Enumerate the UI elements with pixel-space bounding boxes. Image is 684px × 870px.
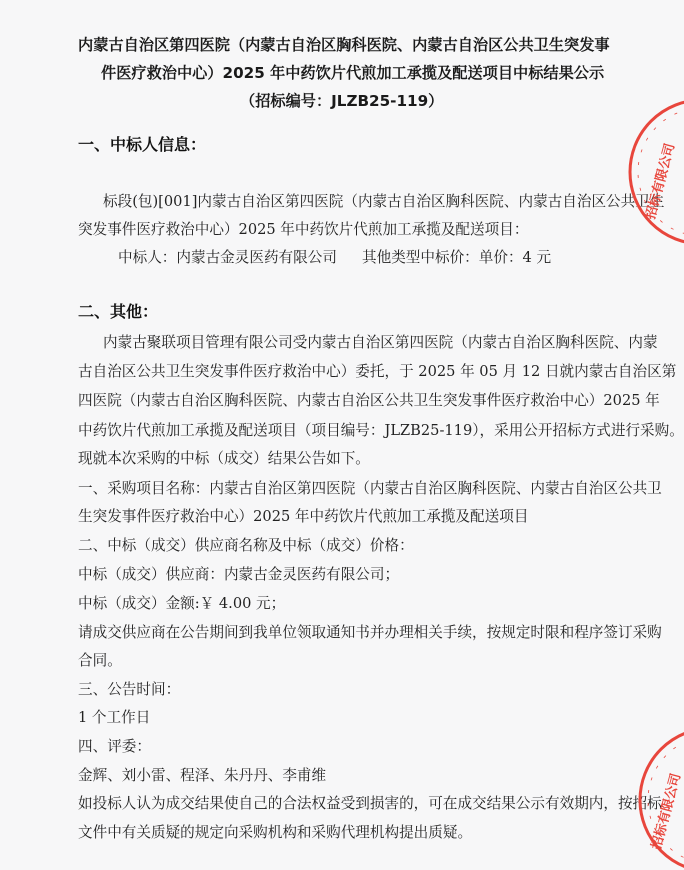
body-line: 一、采购项目名称：内蒙古自治区第四医院（内蒙古自治区胸科医院、内蒙古自治区公共卫 — [78, 480, 662, 497]
body-line: 金辉、刘小雷、程泽、朱丹丹、李甫维 — [78, 767, 327, 784]
lot-line-2: 突发事件医疗救治中心）2025 年中药饮片代煎加工承揽及配送项目： — [78, 221, 529, 238]
svg-text:招标有限公司: 招标有限公司 — [643, 141, 679, 222]
body-line: 四医院（内蒙古自治区胸科医院、内蒙古自治区公共卫生突发事件医疗救治中心）2025 年 — [78, 392, 660, 409]
body-line: 内蒙古聚联项目管理有限公司受内蒙古自治区第四医院（内蒙古自治区胸科医院、内蒙 — [103, 334, 658, 351]
section-heading-winner-info: 一、中标人信息： — [78, 135, 207, 154]
company-seal-top — [590, 70, 680, 270]
body-line: 二、中标（成交）供应商名称及中标（成交）价格： — [78, 537, 414, 554]
svg-text:招标有限公司: 招标有限公司 — [649, 771, 684, 852]
body-line: 如投标人认为成交结果使自己的合法权益受到损害的，可在成交结果公示有效期内，按招标 — [78, 795, 662, 812]
winning-price: 其他类型中标价：单价：4 元 — [362, 249, 552, 266]
title-line-3: （招标编号：JLZB25-119） — [240, 92, 444, 110]
winner-name: 中标人：内蒙古金灵医药有限公司 — [118, 249, 337, 266]
section-heading-other: 二、其他： — [78, 302, 159, 321]
body-line: 中标（成交）金额:￥ 4.00 元； — [78, 595, 286, 612]
title-line-1: 内蒙古自治区第四医院（内蒙古自治区胸科医院、内蒙古自治区公共卫生突发事 — [78, 36, 610, 54]
body-line: 三、公告时间： — [78, 681, 181, 698]
body-line: 古自治区公共卫生突发事件医疗救治中心）委托，于 2025 年 05 月 12 日就内蒙古自治区第 — [78, 363, 677, 380]
body-line: 中标（成交）供应商：内蒙古金灵医药有限公司； — [78, 566, 400, 583]
body-line: 合同。 — [78, 652, 122, 669]
body-line: 现就本次采购的中标（成交）结果公告如下。 — [78, 450, 370, 467]
body-line: 四、评委： — [78, 738, 151, 755]
lot-line-1: 标段(包)[001]内蒙古自治区第四医院（内蒙古自治区胸科医院、内蒙古自治区公共卫生 — [103, 193, 665, 210]
body-line: 生突发事件医疗救治中心）2025 年中药饮片代煎加工承揽及配送项目 — [78, 508, 529, 525]
body-line: 文件中有关质疑的规定向采购机构和采购代理机构提出质疑。 — [78, 824, 473, 841]
body-line: 中药饮片代煎加工承揽及配送项目（项目编号：JLZB25-119），采用公开招标方式进行采购。 — [78, 422, 684, 439]
body-line: 1 个工作日 — [78, 709, 151, 726]
title-line-2: 件医疗救治中心）2025 年中药饮片代煎加工承揽及配送项目中标结果公示 — [101, 64, 605, 82]
company-seal-bottom — [590, 700, 684, 870]
body-line: 请成交供应商在公告期间到我单位领取通知书并办理相关手续，按规定时限和程序签订采购 — [78, 624, 662, 641]
